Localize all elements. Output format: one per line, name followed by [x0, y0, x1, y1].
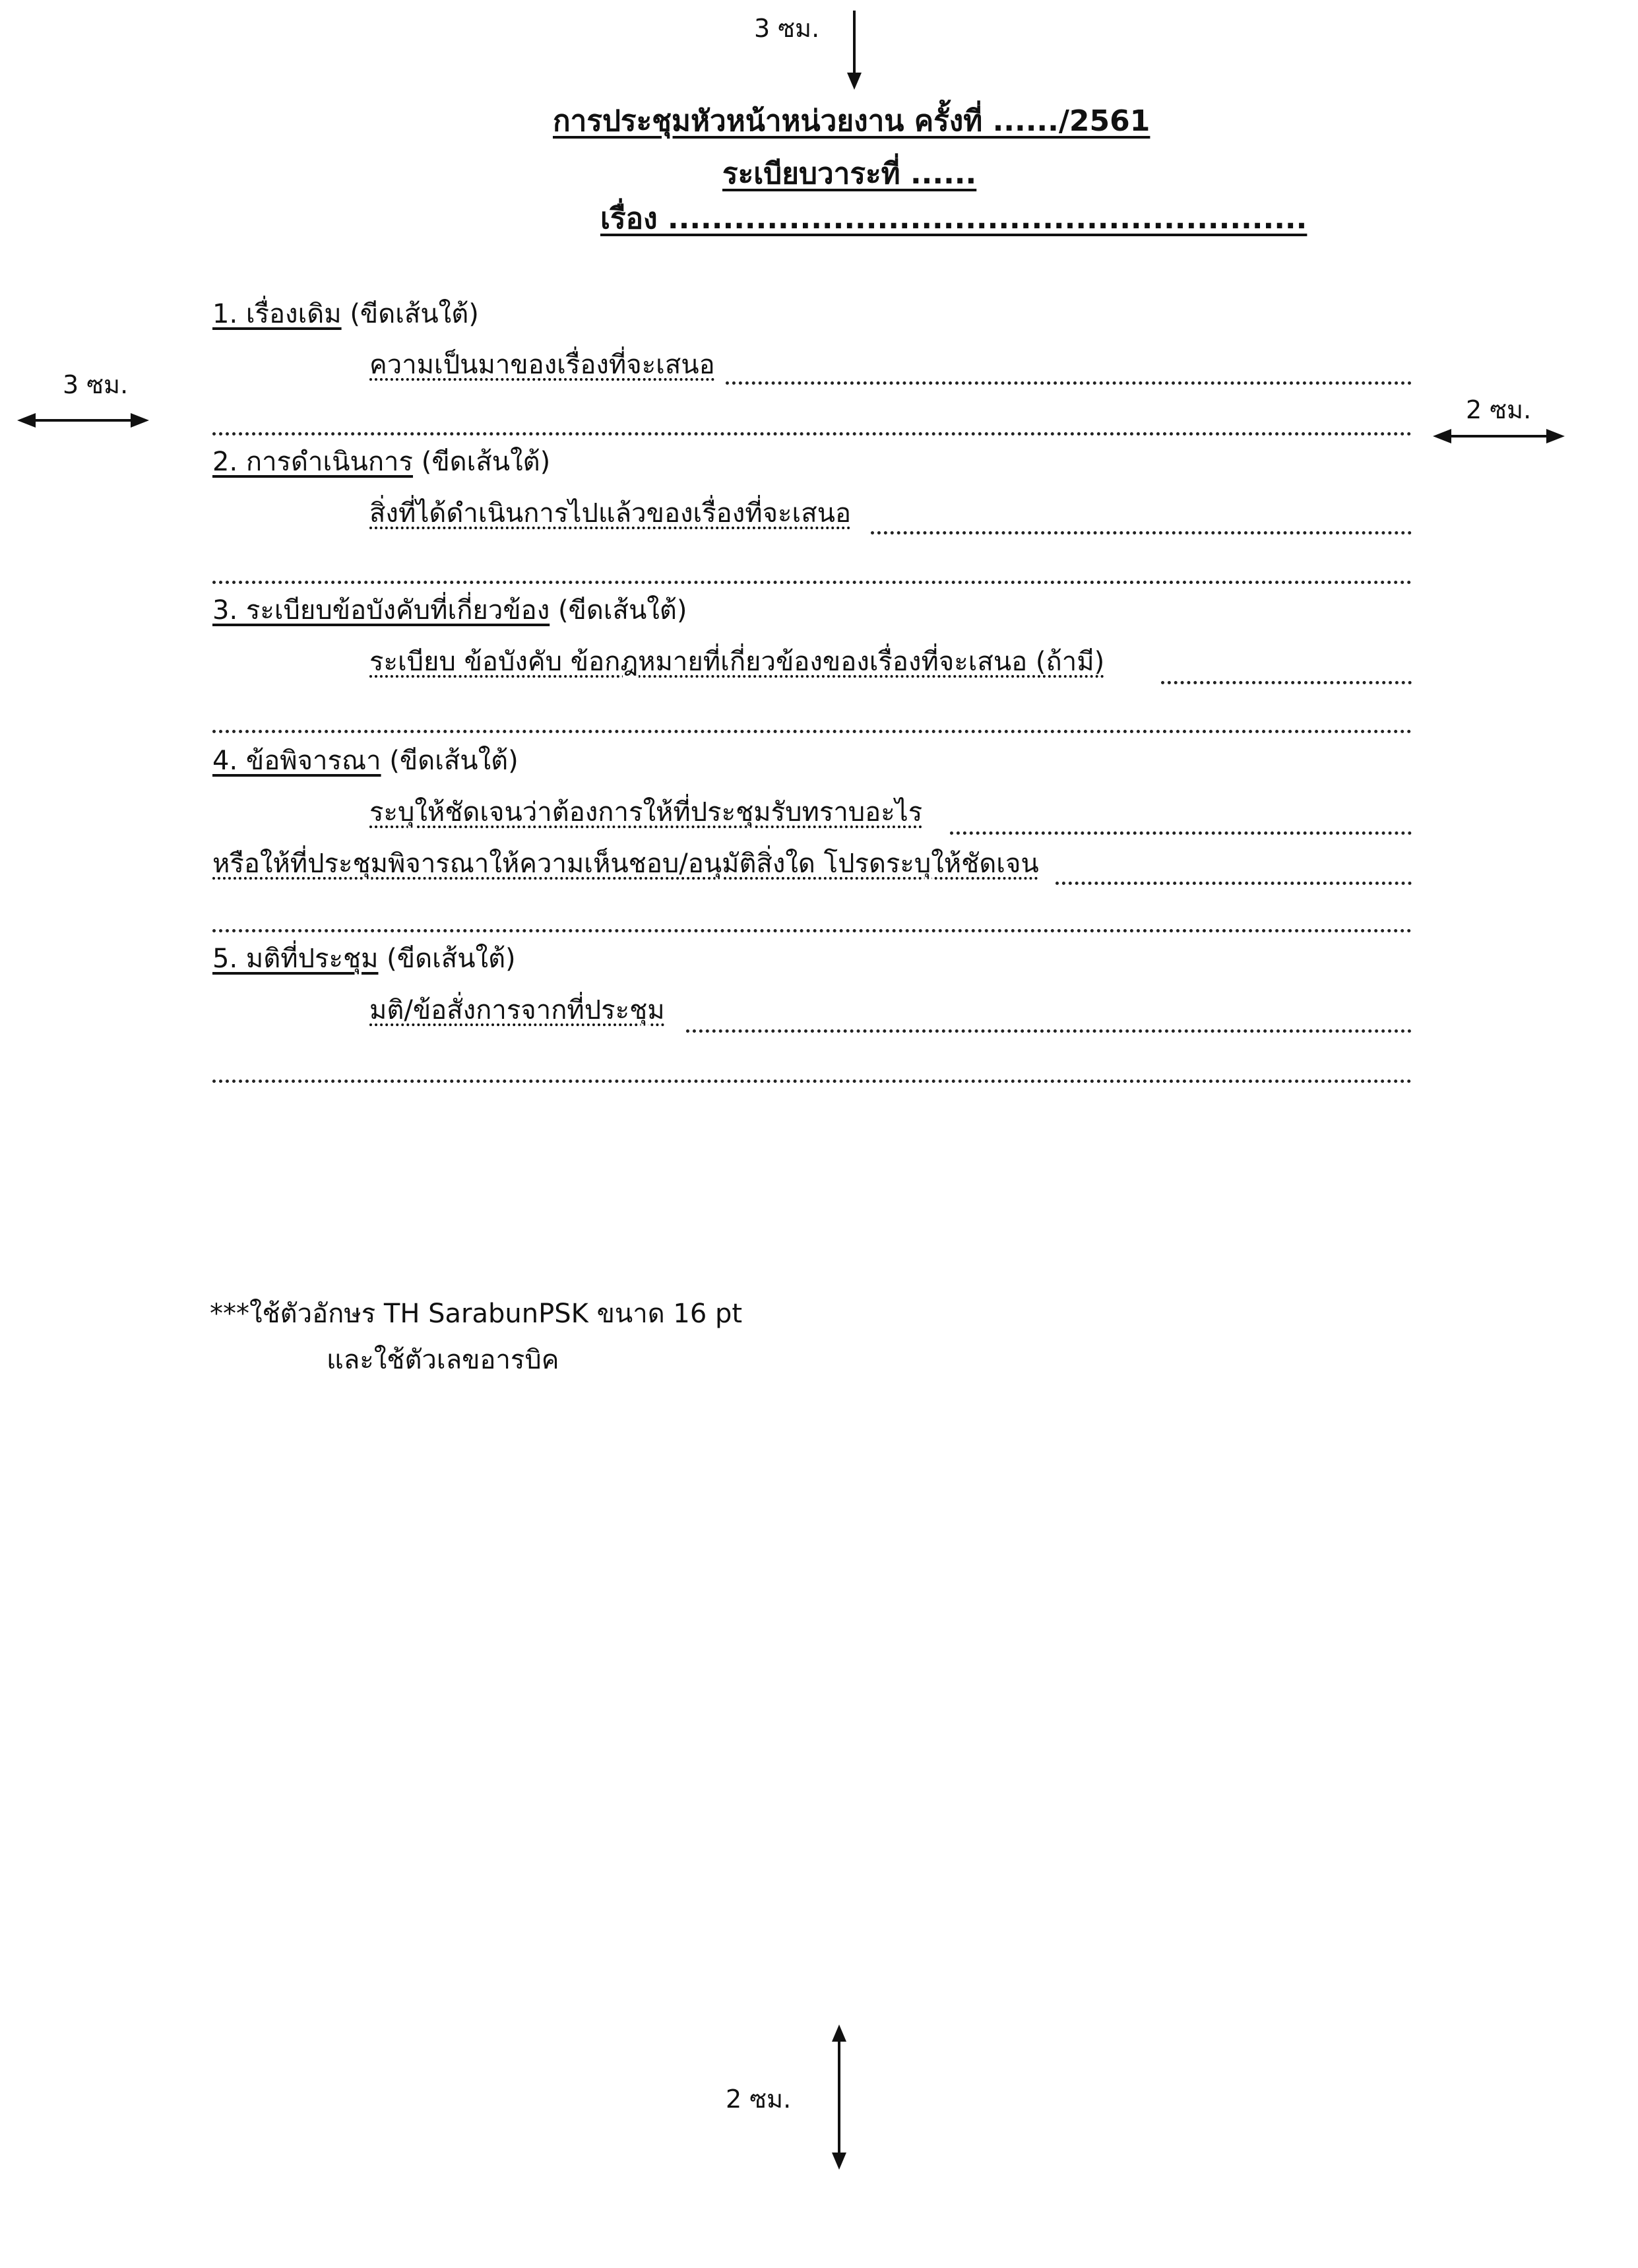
section-5-heading: [212, 937, 516, 979]
left-margin-label: 3 ซม.: [63, 370, 129, 399]
section-4-dotline-c: [212, 929, 1412, 932]
footnote-line-2: และใช้ตัวเลขอารบิค: [327, 1345, 559, 1375]
section-1-heading: [212, 292, 479, 335]
section-4-dotline-b: [1055, 882, 1412, 885]
section-5-title: 5. มติที่ประชุม: [212, 944, 379, 974]
right-margin-label: 2 ซม.: [1466, 395, 1532, 424]
section-1-note: (ขีดเส้นใต้): [341, 299, 479, 329]
section-2-dotline-b: [212, 581, 1412, 584]
section-1-line-1: ความเป็นมาของเรื่องที่จะเสนอ: [369, 350, 715, 380]
section-5-note: (ขีดเส้นใต้): [378, 944, 516, 974]
section-5-dotline-b: [212, 1080, 1412, 1083]
section-4-line-1: ระบุให้ชัดเจนว่าต้องการให้ที่ประชุมรับทราบอะไร: [369, 797, 923, 827]
section-3-dotline-b: [212, 730, 1412, 733]
section-1-dotline-b: [212, 432, 1412, 436]
section-3-title: 3. ระเบียบข้อบังคับที่เกี่ยวข้อง: [212, 595, 550, 626]
section-2-line-1: สิ่งที่ได้ดำเนินการไปแล้วของเรื่องที่จะเสนอ: [369, 498, 851, 529]
bottom-margin-label: 2 ซม.: [726, 2085, 792, 2114]
section-5-dotline-a: [686, 1029, 1412, 1033]
section-2-title: 2. การดำเนินการ: [212, 447, 414, 477]
section-5-line-1: มติ/ข้อสั่งการจากที่ประชุม: [369, 995, 665, 1025]
meeting-title: การประชุมหัวหน้าหน่วยงาน ครั้งที่ ....../2561: [553, 104, 1150, 138]
section-3-heading: [212, 589, 687, 631]
section-4-line-2: หรือให้ที่ประชุมพิจารณาให้ความเห็นชอบ/อนุมัติสิ่งใด โปรดระบุให้ชัดเจน: [212, 849, 1039, 879]
section-4-title: 4. ข้อพิจารณา: [212, 746, 381, 776]
footnote-line-1: ***ใช้ตัวอักษร TH SarabunPSK ขนาด 16 pt: [210, 1299, 743, 1329]
section-1-dotline-a: [726, 381, 1412, 385]
section-3-line-1: ระเบียบ ข้อบังคับ ข้อกฎหมายที่เกี่ยวข้องของเรื่องที่จะเสนอ (ถ้ามี): [369, 647, 1105, 677]
subject-title: เรื่อง ..........................................................: [600, 202, 1307, 236]
agenda-title: ระเบียบวาระที่ ......: [722, 157, 977, 191]
section-2-heading: [212, 440, 550, 482]
section-3-note: (ขีดเส้นใต้): [550, 595, 687, 626]
section-4-heading: [212, 739, 519, 781]
section-1-title: 1. เรื่องเดิม: [212, 299, 342, 329]
section-3-dotline-a: [1161, 681, 1412, 684]
section-4-dotline-a: [950, 831, 1412, 835]
section-2-dotline-a: [871, 531, 1412, 535]
section-4-note: (ขีดเส้นใต้): [381, 746, 519, 776]
section-2-note: (ขีดเส้นใต้): [413, 447, 551, 477]
top-margin-label: 3 ซม.: [754, 14, 820, 43]
